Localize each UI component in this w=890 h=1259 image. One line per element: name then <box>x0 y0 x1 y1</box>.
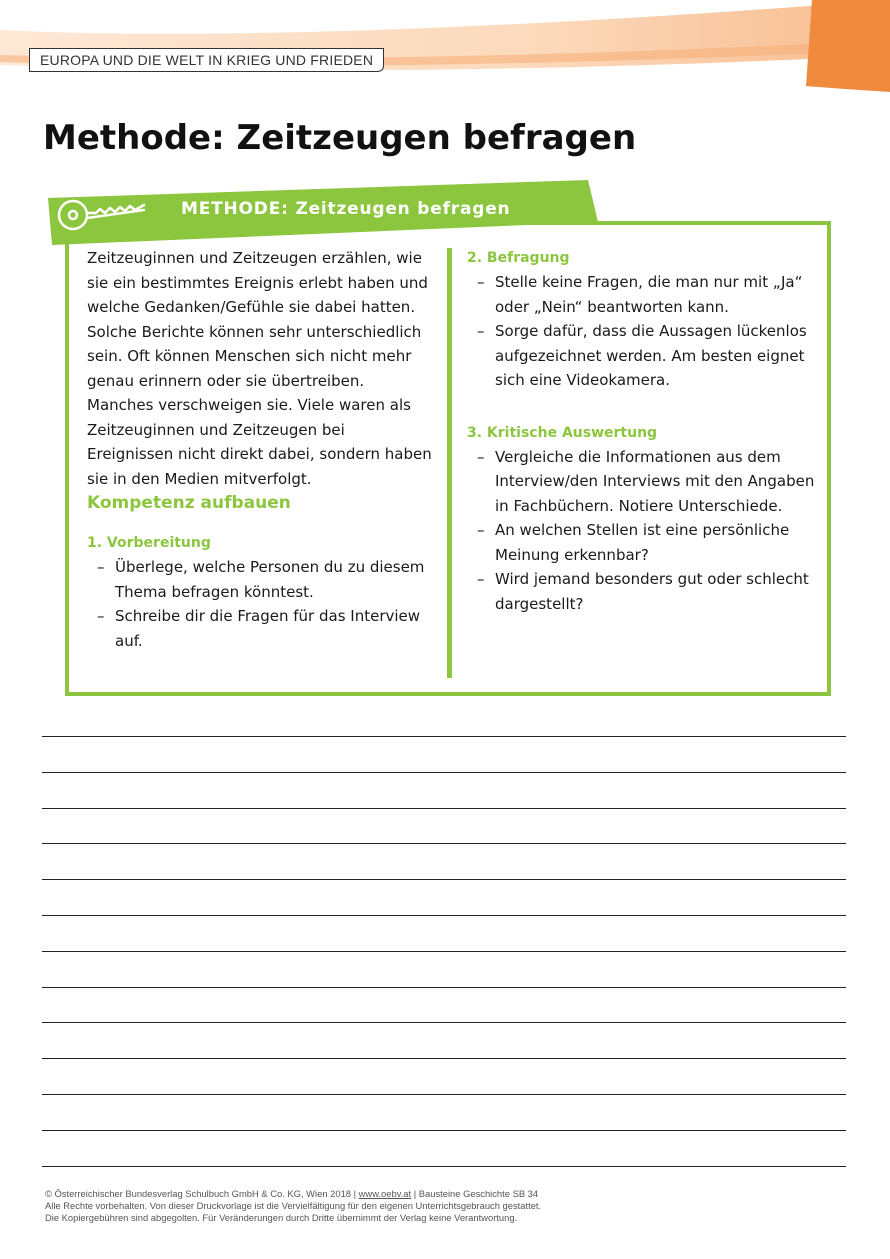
footer-line-2: Alle Rechte vorbehalten. Von dieser Druckvorlage ist die Vervielfältigung für den eigenen Unterrichtsgebrauch gestattet. <box>45 1200 542 1211</box>
list-item: – Überlege, welche Personen du zu diesem Thema befragen könntest. <box>97 555 432 604</box>
footer-line-3: Die Kopiergebühren sind abgegolten. Für Veränderungen durch Dritte übernimmt der Verlag keine Verantwortung. <box>45 1212 518 1223</box>
step-heading: 1. Vorbereitung <box>87 535 211 551</box>
step-heading: 2. Befragung <box>467 250 570 266</box>
method-banner-title: METHODE: Zeitzeugen befragen <box>181 199 511 219</box>
footer-prefix: © Österreichischer Bundesverlag Schulbuch GmbH & Co. KG, Wien 2018 | <box>45 1188 359 1199</box>
writing-line[interactable] <box>42 879 846 915</box>
writing-line[interactable] <box>42 1094 846 1130</box>
writing-line[interactable] <box>42 951 846 987</box>
page-title: Methode: Zeitzeugen befragen <box>43 118 637 158</box>
writing-line[interactable] <box>42 1058 846 1094</box>
list-item: – Wird jemand besonders gut oder schlecht dargestellt? <box>477 567 822 616</box>
method-right-column <box>467 246 822 616</box>
step-heading: 3. Kritische Auswertung <box>467 424 658 441</box>
copyright-footer <box>45 1188 865 1224</box>
kompetenz-heading: Kompetenz aufbauen <box>87 493 291 513</box>
list-item: – An welchen Stellen ist eine persönliche Meinung erkennbar? <box>477 518 822 567</box>
footer-line-1 <box>45 1188 865 1200</box>
writing-line[interactable] <box>42 1022 846 1058</box>
column-divider <box>447 248 452 678</box>
list-item: – Vergleiche die Informationen aus dem Interview/den Interviews mit den Angaben in Fachbüchern. Notiere Unterschiede. <box>477 445 822 519</box>
writing-line[interactable] <box>42 808 846 844</box>
step-kritische-auswertung <box>467 421 822 617</box>
writing-line[interactable] <box>42 987 846 1023</box>
list-item: – Stelle keine Fragen, die man nur mit „Ja“ oder „Nein“ beantworten kann. <box>477 270 822 319</box>
step-vorbereitung <box>87 531 432 653</box>
list-item: – Schreibe dir die Fragen für das Interview auf. <box>97 604 432 653</box>
method-left-column <box>87 246 432 653</box>
writing-area[interactable] <box>42 736 846 1201</box>
intro-text: Zeitzeuginnen und Zeitzeugen erzählen, wie sie ein bestimmtes Ereignis erlebt haben und welche Gedanken/Gefühle sie dabei hatten. Solche Berichte können sehr unterschiedlich sein. Oft können Menschen sich nicht mehr genau erinnern oder sie übertreiben. Manches verschweigen sie. Viele waren als Zeitzeuginnen und Zeitzeugen bei Ereignissen nicht direkt dabei, sondern haben sie in den Medien mitverfolgt. <box>87 249 432 488</box>
list-item: – Sorge dafür, dass die Aussagen lückenlos aufgezeichnet werden. Am besten eignet sich eine Videokamera. <box>477 319 822 393</box>
publisher-link[interactable]: www.oebv.at <box>358 1188 412 1199</box>
writing-line[interactable] <box>42 736 846 772</box>
series-label: EUROPA UND DIE WELT IN KRIEG UND FRIEDEN <box>29 48 384 72</box>
step-befragung <box>467 246 822 393</box>
writing-line[interactable] <box>42 915 846 951</box>
writing-line[interactable] <box>42 1130 846 1166</box>
writing-line[interactable] <box>42 772 846 808</box>
writing-line[interactable] <box>42 843 846 879</box>
footer-suffix: | Bausteine Geschichte SB 34 <box>411 1188 539 1199</box>
